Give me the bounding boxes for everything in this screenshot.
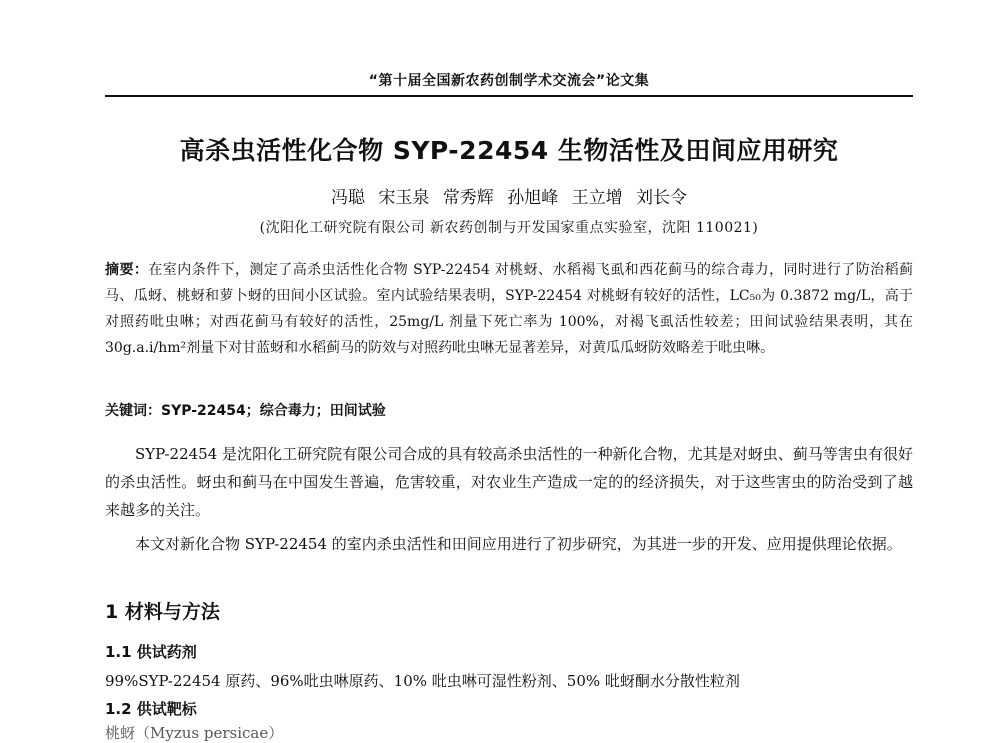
header-rule (105, 95, 913, 97)
author-list: 冯聪 宋玉泉 常秀辉 孙旭峰 王立增 刘长令 (330, 188, 688, 208)
test-chemicals-list: 99%SYP-22454 原药、96%吡虫啉原药、10% 吡虫啉可湿性粉剂、50% 吡蚜酮水分散性粒剂 (105, 672, 740, 690)
intro-paragraph-2: 本文对新化合物 SYP-22454 的室内杀虫活性和田间应用进行了初步研究，为其进一步的开发、应用提供理论依据。 (135, 535, 902, 553)
intro-paragraph-1: SYP-22454 是沈阳化工研究院有限公司合成的具有较高杀虫活性的一种新化合物，尤其是对蚜虫、蓟马等害虫有很好的杀虫活性。蚜虫和蓟马在中国发生普遍，危害较重，对农业生产造成一定的的经济损失，对于这些害虫的防治受到了越来越多的关注。 (105, 445, 913, 519)
abstract (105, 257, 913, 361)
paper-title: 高杀虫活性化合物 SYP-22454 生物活性及田间应用研究 (179, 136, 839, 165)
subheading-test-targets: 1.2 供试靶标 (105, 700, 197, 718)
abstract-label: 摘要： (105, 262, 149, 278)
affiliation: (沈阳化工研究院有限公司 新农药创制与开发国家重点实验室，沈阳 110021) (259, 220, 759, 236)
keywords-text: SYP-22454；综合毒力；田间试验 (161, 403, 386, 419)
section-heading-materials-methods: 1 材料与方法 (105, 601, 220, 623)
cutoff-text-line: 桃蚜（Myzus persicae） (105, 724, 284, 742)
subheading-test-chemicals: 1.1 供试药剂 (105, 643, 197, 661)
keywords-label: 关键词： (105, 403, 161, 419)
keywords (105, 400, 913, 420)
running-header: “第十届全国新农药创制学术交流会”论文集 (368, 73, 650, 89)
abstract-text: 在室内条件下，测定了高杀虫活性化合物 SYP-22454 对桃蚜、水稻褐飞虱和西花蓟马的综合毒力，同时进行了防治稻蓟马、瓜蚜、桃蚜和萝卜蚜的田间小区试验。室内试验结果表明，SYP-22454 对桃蚜有较好的活性，LC₅₀为 0.3872 mg/L，高于对照药吡虫啉；对西花蓟马有较好的活性，25mg/L 剂量下死亡率为 100%，对褐飞虱活性较差；田间试验结果表明，其在 30g.a.i/hm²剂量下对甘蓝蚜和水稻蓟马的防效与对照药吡虫啉无显著差异，对黄瓜瓜蚜防效略差于吡虫啉。 (105, 262, 914, 356)
